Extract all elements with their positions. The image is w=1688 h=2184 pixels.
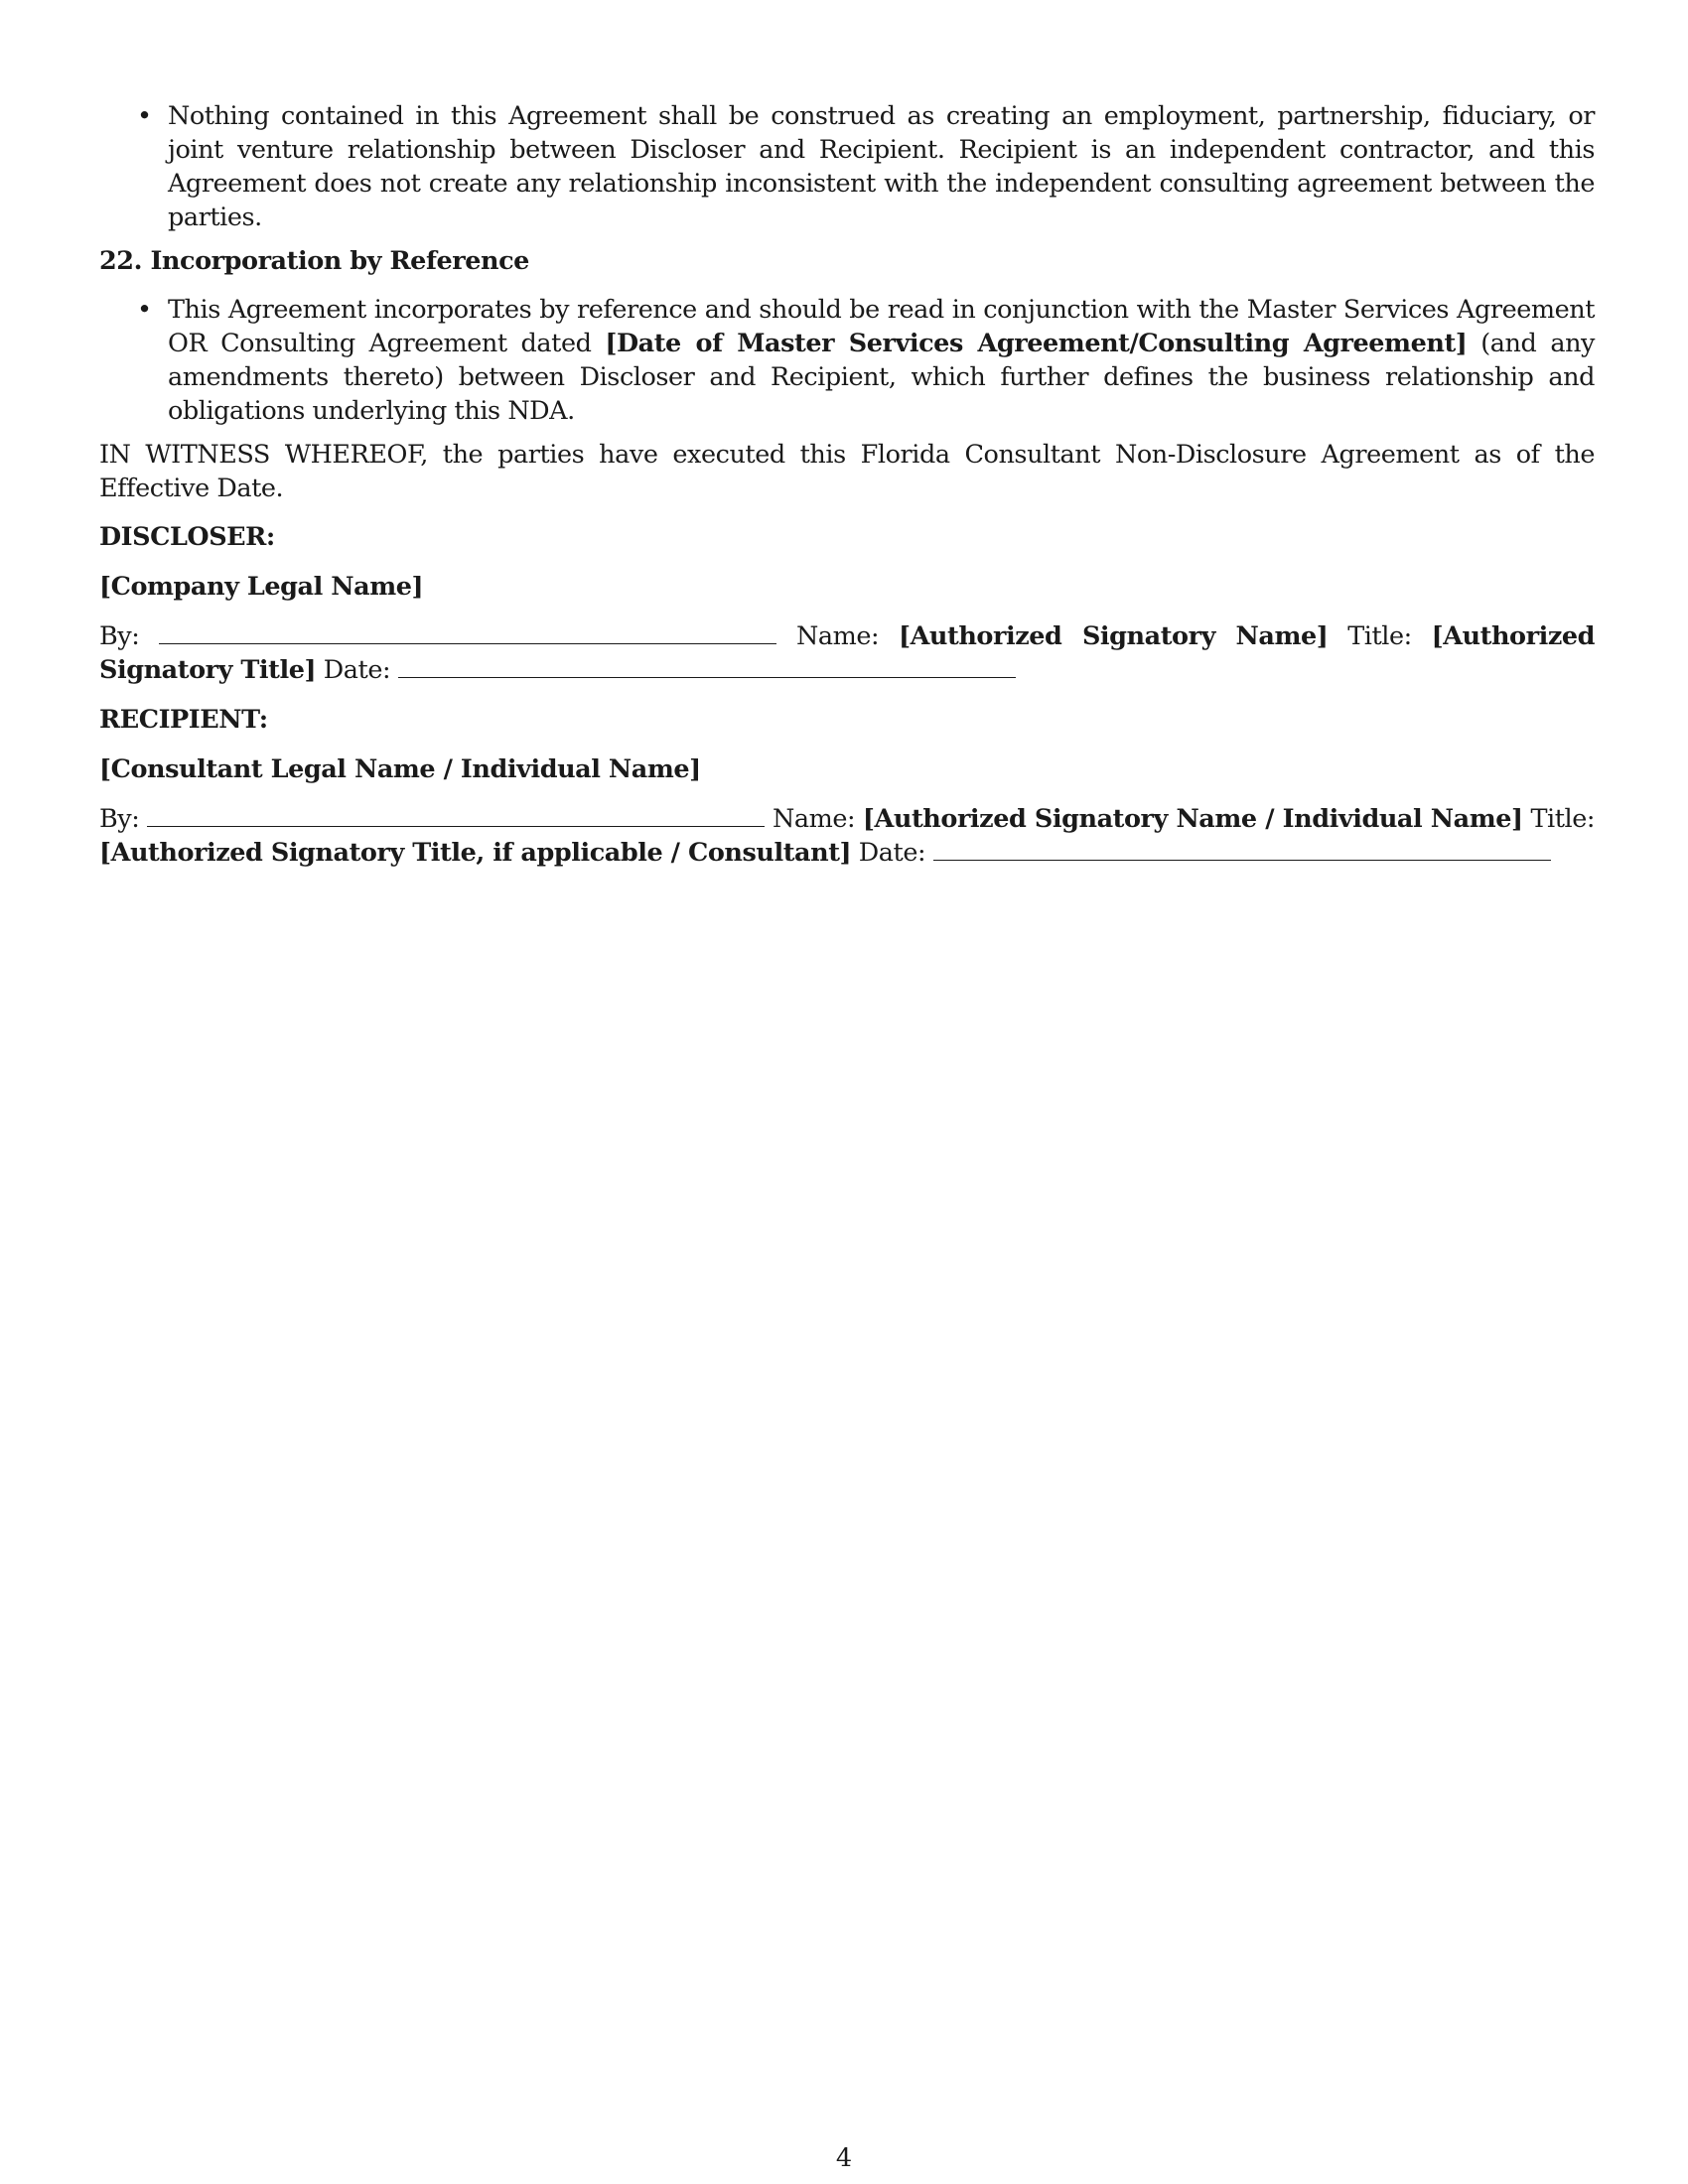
- recipient-title-label: Title:: [1530, 804, 1596, 834]
- bullet-icon: •: [137, 295, 152, 325]
- recipient-name-label: Name:: [772, 804, 856, 834]
- discloser-signature-line[interactable]: [159, 619, 776, 644]
- discloser-date-label: Date:: [323, 655, 391, 685]
- recipient-company: [99, 752, 1595, 786]
- recipient-date-line[interactable]: [933, 836, 1551, 861]
- incorporation-bullet: [99, 293, 1595, 428]
- recipient-by-label: By:: [99, 804, 140, 834]
- document-page: [99, 99, 1595, 870]
- recipient-signature-line[interactable]: [147, 802, 765, 827]
- discloser-signature-block: [99, 619, 1595, 687]
- discloser-title-label: Title:: [1347, 621, 1412, 651]
- page-number: 4: [835, 2143, 853, 2173]
- witness-paragraph: IN WITNESS WHEREOF, the parties have executed this Florida Consultant Non-Disclosure Agreement as of the Effective Date.: [99, 440, 1595, 503]
- discloser-company: [99, 570, 1595, 604]
- msa-date-placeholder: [Date of Master Services Agreement/Consulting Agreement]: [605, 329, 1468, 358]
- discloser-date-line[interactable]: [398, 653, 1016, 678]
- recipient-heading: RECIPIENT:: [99, 705, 268, 735]
- discloser-company-name: [Company Legal Name]: [99, 572, 424, 602]
- discloser-heading: DISCLOSER:: [99, 522, 275, 552]
- discloser-by-label: By:: [99, 621, 140, 651]
- recipient-name-value: [Authorized Signatory Name / Individual Name]: [862, 804, 1523, 834]
- recipient-signature-block: [99, 802, 1595, 870]
- section-22-heading: 22. Incorporation by Reference: [99, 246, 529, 276]
- relationship-bullet: [99, 99, 1595, 234]
- incorporation-text-before: This Agreement incorporates by reference and should be read in conjunction with the Master Services Agreement OR Consulting Agreement dated: [168, 295, 1595, 358]
- relationship-bullet-text: Nothing contained in this Agreement shall be construed as creating an employment, partnership, fiduciary, or joint venture relationship between Discloser and Recipient. Recipient is an independent contractor, and this Agreement does not create any relationship inconsistent with the independent consulting agreement between the parties.: [168, 101, 1595, 232]
- discloser-name-value: [Authorized Signatory Name]: [898, 621, 1329, 651]
- recipient-title-value: [Authorized Signatory Title, if applicable / Consultant]: [99, 838, 852, 868]
- recipient-date-label: Date:: [858, 838, 926, 868]
- recipient-company-name: [Consultant Legal Name / Individual Name]: [99, 754, 701, 784]
- bullet-icon: •: [137, 101, 152, 131]
- discloser-name-label: Name:: [796, 621, 880, 651]
- discloser-title-value: [Authorized Signatory Title]: [99, 621, 1596, 685]
- incorporation-text-after: (and any amendments thereto) between Discloser and Recipient, which further defines the business relationship and obligations underlying this NDA.: [168, 329, 1595, 426]
